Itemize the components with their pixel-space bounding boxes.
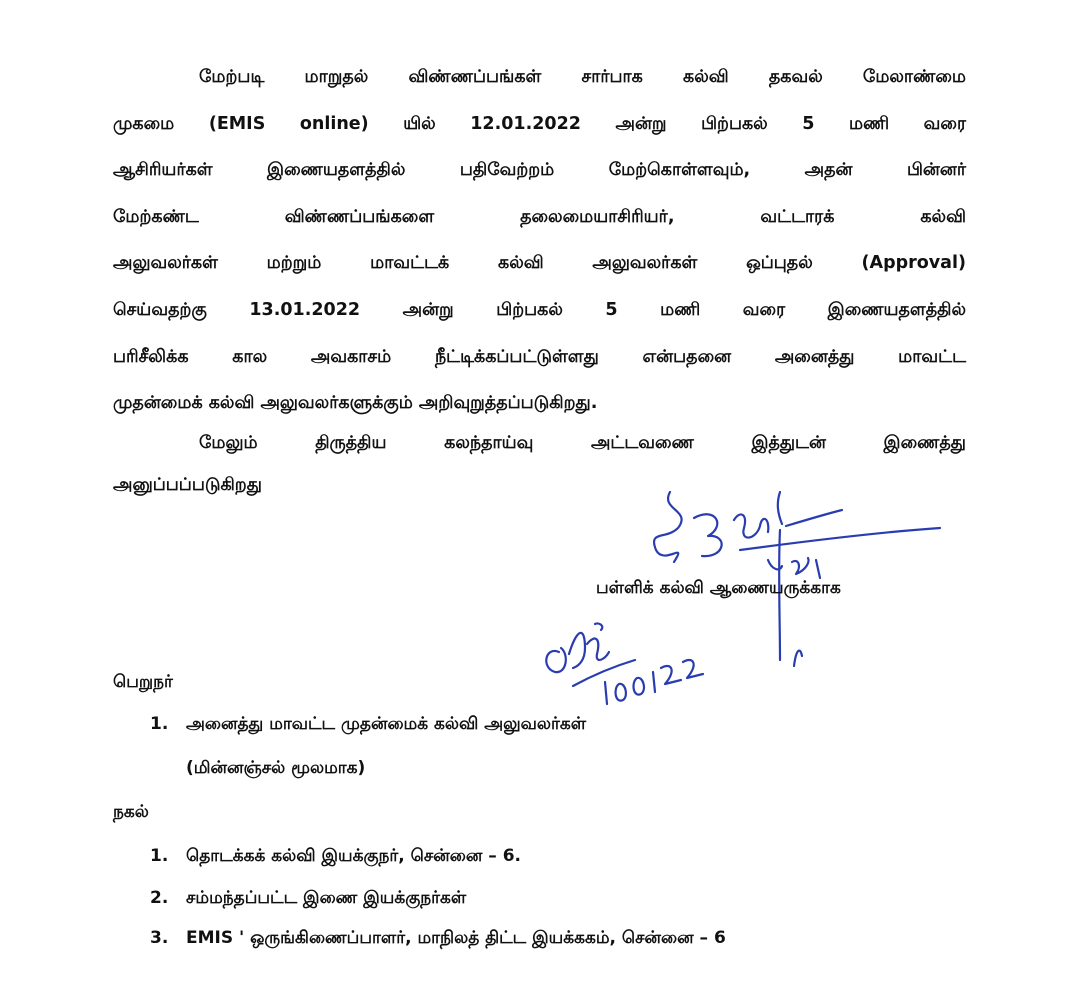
- initials-mark: [525, 608, 725, 718]
- paragraph-line: செய்வதற்கு 13.01.2022 அன்று பிற்பகல் 5 மணி வரை இணையதளத்தில்: [113, 299, 966, 320]
- copy-item: [150, 928, 726, 950]
- recipient-note: (மின்னஞ்சல் மூலமாக): [186, 758, 366, 778]
- paragraph-line: பரிசீலிக்க கால அவகாசம் நீட்டிக்கப்பட்டுள்ளது என்பதனை அனைத்து மாவட்ட: [113, 346, 966, 367]
- recipient-item: [150, 714, 586, 736]
- item-number: 2.: [150, 888, 169, 908]
- paragraph-line: அனுப்பப்படுகிறது: [113, 475, 262, 495]
- paragraph-line: மேலும் திருத்திய கலந்தாய்வு அட்டவணை இத்துடன் இணைத்து: [199, 433, 966, 453]
- item-text: சம்மந்தப்பட்ட இணை இயக்குநர்கள்: [186, 888, 467, 908]
- item-text: EMIS ' ஒருங்கிணைப்பாளர், மாநிலத் திட்ட இயக்ககம், சென்னை – 6: [186, 928, 726, 948]
- item-number: 3.: [150, 928, 169, 948]
- paragraph-line: முகமை (EMIS online) யில் 12.01.2022 அன்று பிற்பகல் 5 மணி வரை: [113, 113, 966, 134]
- signatory-label: பள்ளிக் கல்வி ஆணையருக்காக: [596, 578, 841, 598]
- paragraph-line: முதன்மைக் கல்வி அலுவலர்களுக்கும் அறிவுறுத்தப்படுகிறது.: [113, 393, 598, 414]
- recipients-heading: பெறுநர்: [113, 672, 173, 692]
- paragraph-main: [113, 54, 966, 427]
- copy-item: [150, 888, 466, 910]
- item-text: அனைத்து மாவட்ட முதன்மைக் கல்வி அலுவலர்கள்: [186, 714, 587, 734]
- paragraph-line: அலுவலர்கள் மற்றும் மாவட்டக் கல்வி அலுவலர்கள் ஒப்புதல் (Approval): [113, 253, 966, 274]
- paragraph-line: ஆசிரியர்கள் இணையதளத்தில் பதிவேற்றம் மேற்கொள்ளவும், அதன் பின்னர்: [113, 160, 966, 181]
- copy-item: [150, 846, 521, 868]
- paragraph-line: மேற்படி மாறுதல் விண்ணப்பங்கள் சார்பாக கல்வி தகவல் மேலாண்மை: [199, 67, 966, 87]
- paragraph-line: மேற்கண்ட விண்ணப்பங்களை தலைமையாசிரியர், வட்டாரக் கல்வி: [113, 206, 966, 227]
- item-text: தொடக்கக் கல்வி இயக்குநர், சென்னை – 6.: [186, 846, 521, 866]
- item-number: 1.: [150, 846, 169, 866]
- item-number: 1.: [150, 714, 169, 734]
- copy-heading: நகல்: [113, 802, 149, 822]
